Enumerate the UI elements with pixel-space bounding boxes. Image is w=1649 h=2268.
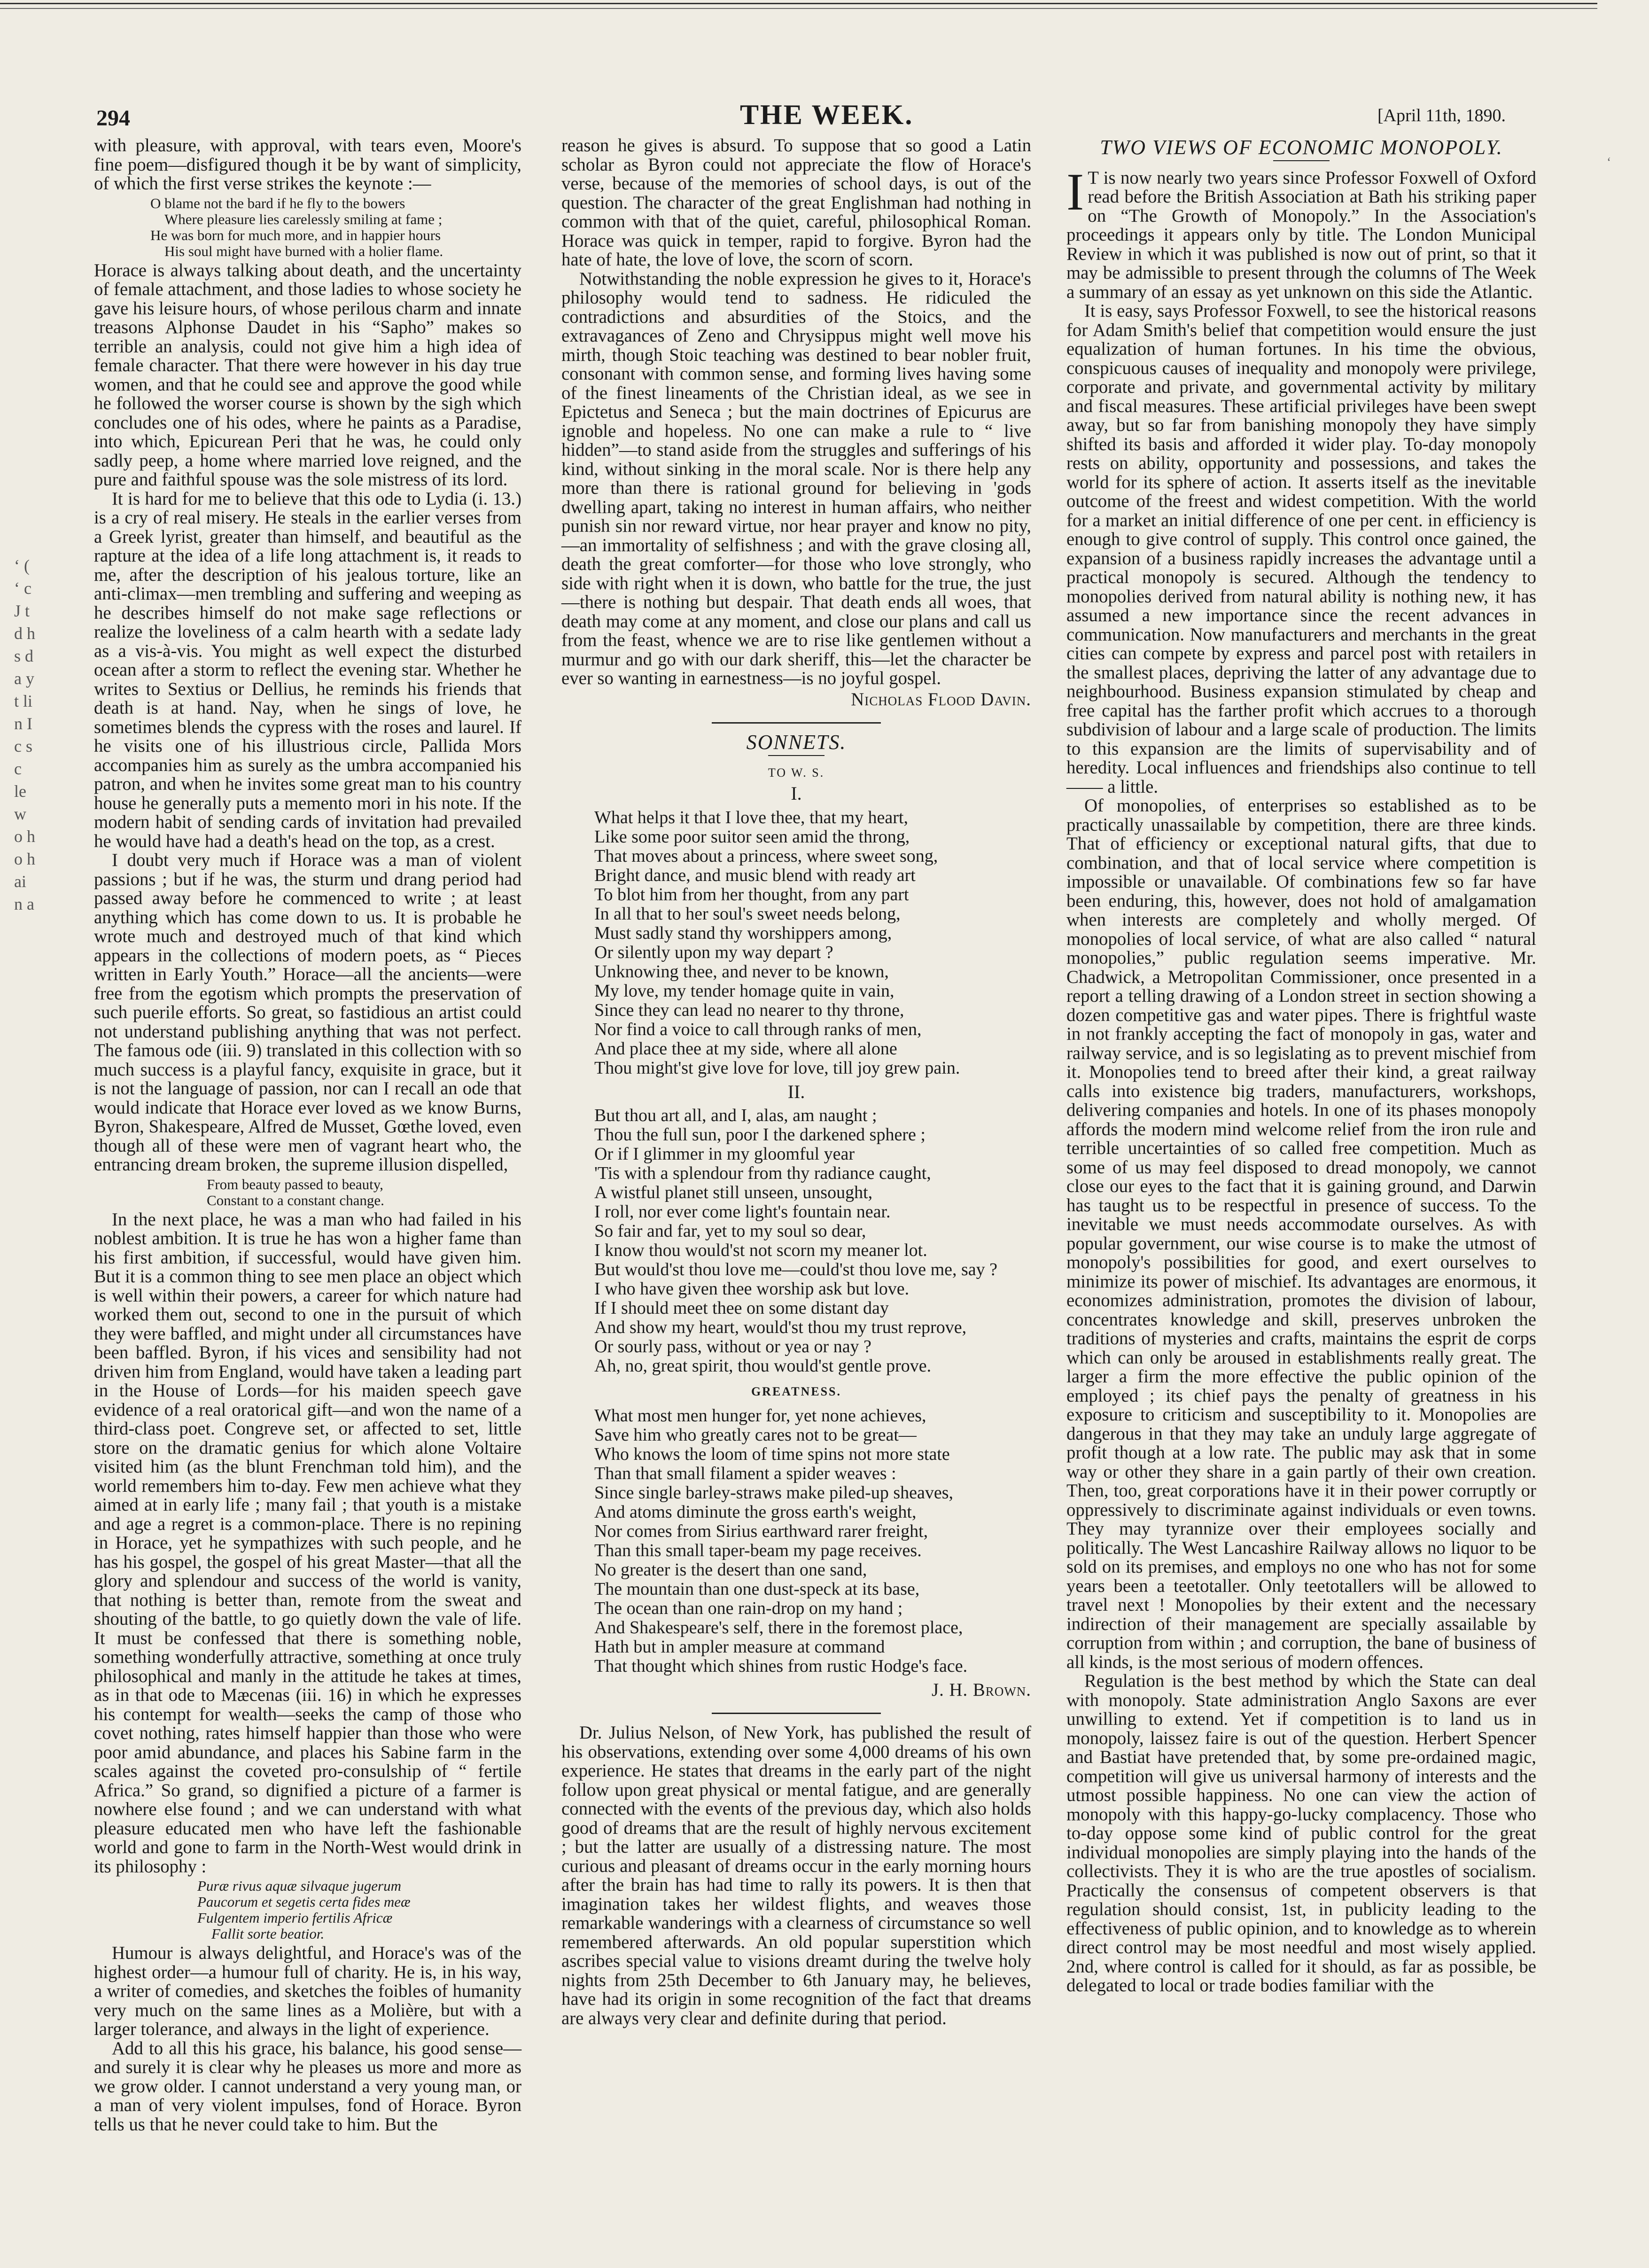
- paragraph: It is hard for me to believe that this ode to Lydia (i. 13.) is a cry of real misery. He steals in the earlier verses from a Greek lyrist, greater than himself, and beautiful as the rapture at the idea of a life long attachment is, it reads to me, after the description of his jealous torture, like an anti-climax—men trembling and suffering and weeping as he describes himself do not make sage reflections or realize the loveliness of a calm hearth with a sedate lady as a vis-à-vis. You might as well expect the disturbed ocean after a storm to reflect the evening star. Whether he writes to Sextius or Dellius, he reminds his friends that death is at hand. Nay, when he sings of love, he sometimes blends the cypress with the roses and laurel. If he visits one of his illustrious circle, Pallida Mors accompanies him as surely as the umbra accompanied his patron, and when he invites some great man to his country house he generally puts a memento mori in his note. If the modern habit of sending cards of invitation had prevailed he would have had a death's head on the top, as a crest.: [94, 488, 521, 851]
- poem-line: No greater is the desert than one sand,: [594, 1559, 867, 1580]
- poem-line: Nor comes from Sirius earthward rarer freight,: [594, 1521, 928, 1541]
- poem-line: Or if I glimmer in my gloomful year: [594, 1144, 855, 1164]
- verse-line: His soul might have burned with a holier flame.: [164, 242, 443, 259]
- verse-line: From beauty passed to beauty,: [207, 1176, 383, 1192]
- poem-line: What helps it that I love thee, that my heart,: [594, 807, 908, 827]
- left-margin-fragments: ‘ ( ‘ c J t d h s d a y t li n I c s c le w o h o h ai n a: [14, 556, 35, 913]
- poem-line: Must sadly stand thy worshippers among,: [594, 923, 892, 943]
- poem-line: That moves about a princess, where sweet song,: [594, 846, 938, 866]
- section-rule: [712, 1713, 881, 1714]
- poem-line: Save him who greatly cares not to be great—: [594, 1425, 917, 1445]
- verse-line: He was born for much more, and in happier hours: [150, 226, 441, 243]
- top-border: [0, 3, 1597, 9]
- poem-line: Or silently upon my way depart ?: [594, 942, 833, 962]
- issue-date: [April 11th, 1890.: [1377, 106, 1506, 125]
- sonnet-numeral: I.: [791, 783, 802, 804]
- poem-line: Who knows the loom of time spins not more state: [594, 1444, 950, 1464]
- poem-greatness: [594, 1406, 1031, 1676]
- sonnet-numeral: II.: [787, 1081, 805, 1102]
- title-rule: [1273, 160, 1330, 161]
- poem-line: Ah, no, great spirit, thou would'st gentle prove.: [594, 1356, 932, 1376]
- column-3: [1066, 136, 1536, 1995]
- poem-line: But thou art all, and I, alas, am naught ;: [594, 1106, 877, 1125]
- paragraph: It is easy, says Professor Foxwell, to see the historical reasons for Adam Smith's belief that competition would ensure the just equalization of human fortunes. In his time the obvious, conspicuous causes of inequality and monopoly were privilege, corporate and private, and governmental activity by military and fiscal measures. These artificial privileges have been swept away, but so far from banishing monopoly they have simply shifted its basis and afforded it wider play. To-day monopoly rests on ability, opportunity and possessions, and takes the world for its sphere of action. It asserts itself as the inevitable outcome of the freest and widest competition. With the world for a market an initial difference of one per cent. in efficiency is enough to give control of supply. This control once gained, the expansion of a business rapidly increases the advantage until a practical monopoly is secured. Although the tendency to monopolies derived from natural ability is nothing new, it has assumed a new importance since the recent advances in communication. Now manufacturers and merchants in the great cities can compete by express and parcel post with retailers in the smallest places, depriving the latter of any advantage due to neighbourhood. Business expansion stimulated by cheap and free capital has the farther profit which accrues to a thorough subdivision of labour and a large scale of production. The limits to this expansion are the limits of supervisability and of heredity. Local influences and friendships also continue to tell —— a little.: [1066, 301, 1536, 797]
- paragraph-text: T is now nearly two years since Professor Foxwell of Oxford read before the British Association at Bath his striking paper on “The Growth of Monopoly.” In the Association's proceedings it appears only by title. The London Municipal Review in which it was published is now out of print, so that it may be admissible to present through the columns of The Week a summary of an essay as yet unknown on this side the Atlantic.: [1066, 167, 1536, 302]
- paragraph: Of monopolies, of enterprises so established as to be practically unassailable by competition, there are three kinds. That of efficiency or exceptional natural gifts, that due to combination, and that of local service where competition is impossible or unavailable. Of combinations few so far have been enduring, this, however, does not hold of amalgamation when interests are completely and wholly merged. Of monopolies of local service, of what are also called “ natural monopolies,” public regulation seems imperative. Mr. Chadwick, a Metropolitan Commissioner, once presented in a report a telling drawing of a London street in section showing a dozen competitive gas and water pipes. There is frightful waste in not frankly accepting the fact of monopoly in gas, water and railway service, and is so legislating as to prevent mischief from it. Monopolies tend to breed after their kind, a great railway calls into existence big traders, manufacturers, workshops, delivering companies and hotels. In one of its phases monopoly affords the modern mind welcome relief from the iron rule and terrible uncertainties of so called free competition. Much as some of us may feel disposed to dread monopoly, we cannot close our eyes to the fact that it is gaining ground, and Darwin has taught us to be respectful in presence of success. To the inevitable we must needs accommodate ourselves. As with popular government, our wise course is to make the utmost of monopoly's possibilities for good, and exert ourselves to minimize its power of mischief. Its advantages are enormous, it economizes administration, promotes the division of labour, concentrates knowledge and skill, preserves unbroken the traditions of mysteries and crafts, maintains the esprit de corps which can only be aroused in establishments really great. The larger a firm the more effective the public opinion of the employed ; its chief pays the penalty of greatness in his exposure to criticism and susceptibility to it. Monopolies are dangerous in that they may take an unduly large aggregate of profit though at a low rate. The public may ask that in some way or other they share in a gain partly of their own creation. Then, too, great corporations have it in their power corruptly or oppressively to discriminate against individuals or even towns. They may tyrannize over their employees socially and politically. The West Lancashire Railway allows no liquor to be sold on its premises, and employs no one who has not for some years been a teetotaller. Only teetotallers will be allowed to travel next ! Monopolies by their extent and the necessary indirection of their management are specially assailable by corruption from within ; and corruption, the bane of business of all kinds, is the most serious of modern offences.: [1066, 795, 1536, 1672]
- paragraph: reason he gives is absurd. To suppose that so good a Latin scholar as Byron could not appreciate the flow of Horace's verse, because of the memories of school days, is out of the question. The character of the great Englishman had nothing in common with that of the quiet, careful, philosophical Roman. Horace was quick in temper, rapid to forgive. Byron had the hate of hate, the love of love, the scorn of scorn.: [561, 135, 1031, 270]
- paragraph: [1066, 163, 1536, 302]
- poem-line: Or sourly pass, without or yea or nay ?: [594, 1337, 871, 1356]
- poem-line: Thou might'st give love for love, till joy grew pain.: [594, 1058, 960, 1078]
- poem-line: If I should meet thee on some distant day: [594, 1298, 889, 1318]
- title-rule: [768, 755, 824, 756]
- masthead-title: THE WEEK.: [740, 99, 914, 130]
- poem-line: Bright dance, and music blend with ready art: [594, 865, 916, 885]
- poem-line: What most men hunger for, yet none achieves,: [594, 1405, 926, 1426]
- poem-line: And atoms diminute the gross earth's weight,: [594, 1502, 917, 1522]
- column-2: [561, 136, 1031, 2028]
- drop-cap: I: [1066, 163, 1084, 221]
- verse-beauty: [207, 1177, 521, 1208]
- poem-line: To blot him from her thought, from any part: [594, 884, 909, 904]
- paragraph: Regulation is the best method by which the State can deal with monopoly. State administration Anglo Saxons are ever unwilling to extend. Yet if competition is to land us in monopoly, laissez faire is out of the question. Herbert Spencer and Bastiat have pretended that, by some pre-ordained magic, competition will give us universal harmony of interests and the utmost possible happiness. No one can view the action of monopoly with this happy-go-lucky complacency. Those who to-day oppose some kind of public control for the great individual monopolies are simply playing into the hands of the collectivists. They it is who are the true apostles of socialism. Practically the consensus of competent observers is that regulation should consist, 1st, in publicity leading to the effectiveness of public opinion, and to knowledge as to wherein direct control may be most needful and most wisely applied. 2nd, where control is called for it should, as far as possible, be delegated to local or trade bodies familiar with the: [1066, 1671, 1536, 1995]
- verse-line: O blame not the bard if he fly to the bowers: [150, 195, 405, 211]
- verse-latin: [197, 1878, 521, 1942]
- poem-line: Since single barley-straws make piled-up sheaves,: [594, 1482, 953, 1503]
- poem-line: The mountain than one dust-speck at its base,: [594, 1579, 920, 1599]
- page-header: [96, 99, 1506, 132]
- column-1: [94, 136, 521, 2134]
- poem-line: Nor find a voice to call through ranks of men,: [594, 1019, 922, 1039]
- poem-line: Than this small taper-beam my page receives.: [594, 1540, 922, 1560]
- poem-line: So fair and far, yet to my soul so dear,: [594, 1221, 866, 1241]
- verse-line: Where pleasure lies carelessly smiling at fame ;: [164, 210, 443, 227]
- verse-line: Fulgentem imperio fertilis Africæ: [197, 1909, 393, 1926]
- poem-line: I know thou would'st not scorn my meaner lot.: [594, 1240, 927, 1260]
- paragraph: Notwithstanding the noble expression he gives to it, Horace's philosophy would tend to sadness. He ridiculed the contradictions and absurdities of the Stoics, and the extravagances of Zeno and Chrysippus might well move his mirth, though Stoic teaching was destined to bear nobler fruit, consonant with common sense, and forming lives having some of the finest lineaments of the Christian ideal, as we see in Epictetus and Seneca ; but the main doctrines of Epicurus are ignoble and hopeless. No one can make a rule to “ live hidden”—to stand aside from the struggles and sufferings of his kind, without sinking in the moral scale. Nor is there help any more than there is rational ground for believing in 'gods dwelling apart, taking no interest in human affairs, who neither punish sin nor reward virtue, nor hear prayer and know no pity,—an immortality of selfishness ; and with the grave closing all, death the great comforter—for those who love strongly, who side with right when it is down, who battle for the true, the just—there is nothing but despair. That death ends all woes, that death may come at any moment, and close our plans and call us from the feast, whence we are to rise like gentlemen without a murmur and go with our dark sheriff, this—let the character be ever so wanting in earnestness—is no joyful gospel.: [561, 268, 1031, 688]
- verse-line: Fallit sorte beatior.: [211, 1925, 325, 1942]
- page-number: 294: [96, 106, 130, 131]
- paragraph: with pleasure, with approval, with tears even, Moore's fine poem—disfigured though it be by want of simplicity, of which the first verse strikes the keynote :—: [94, 135, 521, 194]
- poem-line: And Shakespeare's self, there in the foremost place,: [594, 1617, 963, 1637]
- verse-line: Puræ rivus aquæ silvaque jugerum: [197, 1878, 401, 1894]
- dedication: TO W. S.: [768, 765, 825, 779]
- paragraph: Dr. Julius Nelson, of New York, has published the result of his observations, extending over some 4,000 dreams of his own experience. He states that dreams in the early part of the night follow upon great physical or mental fatigue, and are generally connected with the events of the previous day, which also holds good of dreams that are the result of highly nervous excitement ; but the latter are usually of a distressing nature. The most curious and pleasant of dreams occur in the early morning hours after the brain has had time to rally its powers. It is then that imagination takes her wildest flights, and weaves those remarkable wanderings with a clearness of circumstance so well remembered afterwards. An old popular superstition which ascribes special value to visions dreamt during the twelve holy nights from 25th December to 6th January may, he believes, have had its origin in some recognition of the fact that dreams are always very clear and definite during that period.: [561, 1722, 1031, 2028]
- poem-line: 'Tis with a splendour from thy radiance caught,: [594, 1163, 931, 1183]
- poem-line: My love, my tender homage quite in vain,: [594, 981, 895, 1001]
- author-signature: Nicholas Flood Davin.: [851, 689, 1031, 709]
- paragraph: Humour is always delightful, and Horace's was of the highest order—a humour full of charity. He is, in his way, a writer of comedies, and sketches the foibles of humanity very much on the same lines as a Molière, but with a larger tolerance, and always in the light of experience.: [94, 1943, 521, 2039]
- poem-line: Thou the full sun, poor I the darkened sphere ;: [594, 1125, 926, 1145]
- section-rule: [712, 722, 881, 724]
- paragraph: Add to all this his grace, his balance, his good sense—and surely it is clear why he pleases us more and more as we grow older. I cannot understand a very young man, or a man of very violent impulses, fond of Horace. Byron tells us that he never could take to him. But the: [94, 2038, 521, 2135]
- poem-line: Unknowing thee, and never to be known,: [594, 961, 889, 982]
- poem-line: Than that small filament a spider weaves :: [594, 1463, 896, 1483]
- paragraph: In the next place, he was a man who had failed in his noblest ambition. It is true he has won a higher fame than his first ambition, if successful, would have given him. But it is a common thing to see men place an object which is well within their powers, a career for which nature had worked them out, second to one in the pursuit of which they were baffled, and might under all circumstances have been baffled. Byron, if his vices and sensibility had not driven him from England, would have taken a leading part in the House of Lords—for his maiden speech gave evidence of a real oratorical gift—and won the name of a third-class poet. Congreve set, or affected to set, little store on the dramatic genius for which alone Voltaire visited him (as the blunt Frenchman told him), and the world remembers him to-day. Few men achieve what they aimed at in early life ; many fail ; that youth is a mistake and age a regret is a common-place. There is no repining in Horace, yet he sympathizes with such people, and he has his gospel, the gospel of his great Master—that all the glory and splendour and success of the world is vanity, that nothing is better than, remote from the sweat and shouting of the battle, to go quietly down the vale of life. It must be confessed that there is something noble, something wonderfully attractive, something at once truly philosophical and manly in the attitude he takes at times, as in that ode to Mæcenas (iii. 16) in which he expresses his contempt for wealth—seeks the camp of those who covet nothing, rates himself happier than those who were poor amid abundance, and places his Sabine farm in the scales against the coveted pro-consulship of “ fertile Africa.” So grand, so dignified a picture of a farmer is nowhere else found ; and we can understand with what pleasure educated men who have left the fashionable world and gone to farm in the North-West would drink in its philosophy :: [94, 1209, 521, 1877]
- author-signature: J. H. Brown.: [932, 1679, 1031, 1700]
- poem-line: But would'st thou love me—could'st thou love me, say ?: [594, 1260, 998, 1279]
- poem-line: That thought which shines from rustic Hodge's face.: [594, 1656, 968, 1676]
- poem-line: The ocean than one rain-drop on my hand ;: [594, 1598, 903, 1618]
- poem-line: And place thee at my side, where all alone: [594, 1038, 897, 1059]
- poem-line: In all that to her soul's sweet needs belong,: [594, 904, 901, 924]
- poem-line: I roll, nor ever come light's fountain near.: [594, 1202, 891, 1222]
- sonnet-1: [594, 808, 1031, 1078]
- paragraph: Horace is always talking about death, and the uncertainty of female attachment, and those ladies to whose society he gave his leisure hours, of whose perilous charm and innate treasons Alphonse Daudet in his “Sapho” makes so terrible an analysis, could not give him a high idea of female character. That there were however in his day true women, and that he could see and approve the good while he followed the worser course is shown by the sigh which concludes one of his odes, where he paints as a Paradise, into which, Epicurean Peri that he was, he could only sadly peep, a home where married love reigned, and the pure and faithful spouse was the sole mistress of its lord.: [94, 260, 521, 490]
- verse-line: Constant to a constant change.: [207, 1192, 384, 1208]
- verse-line: Paucorum et segetis certa fides meæ: [197, 1894, 411, 1910]
- poem-line: Like some poor suitor seen amid the throng,: [594, 826, 910, 847]
- poem-line: I who have given thee worship ask but love.: [594, 1279, 910, 1299]
- sonnet-2: [594, 1106, 1031, 1376]
- paragraph: I doubt very much if Horace was a man of violent passions ; but if he was, the sturm und drang period had passed away before he commenced to write ; at least anything which has come down to us. It is probable he wrote much and destroyed much of that kind which appears in the collections of modern poets, as “ Pieces written in Early Youth.” Horace—all the ancients—were free from the egotism which prompts the preservation of such puerile efforts. So great, so fastidious an artist could not understand publishing anything that was not perfect. The famous ode (iii. 9) translated in this collection with so much success is a playful fancy, exquisite in grace, but it is not the language of passion, nor can I recall an ode that would indicate that Horace ever loved as we know Burns, Byron, Shakespeare, Alfred de Musset, Gœthe loved, even though all of these were men of vagrant heart who, the entrancing dream broken, the supreme illusion dispelled,: [94, 850, 521, 1175]
- poem-line: And show my heart, would'st thou my trust reprove,: [594, 1317, 967, 1337]
- poem-line: A wistful planet still unseen, unsought,: [594, 1183, 873, 1202]
- verse-moore: [150, 195, 521, 259]
- poem-line: Since they can lead no nearer to thy throne,: [594, 1000, 904, 1020]
- section-title: SONNETS.: [746, 731, 847, 754]
- poem-line: Hath but in ampler measure at command: [594, 1637, 885, 1657]
- right-margin-mark: ‘: [1607, 155, 1611, 170]
- poem-title: GREATNESS.: [751, 1385, 842, 1398]
- article-title: TWO VIEWS OF ECONOMIC MONOPOLY.: [1100, 136, 1503, 159]
